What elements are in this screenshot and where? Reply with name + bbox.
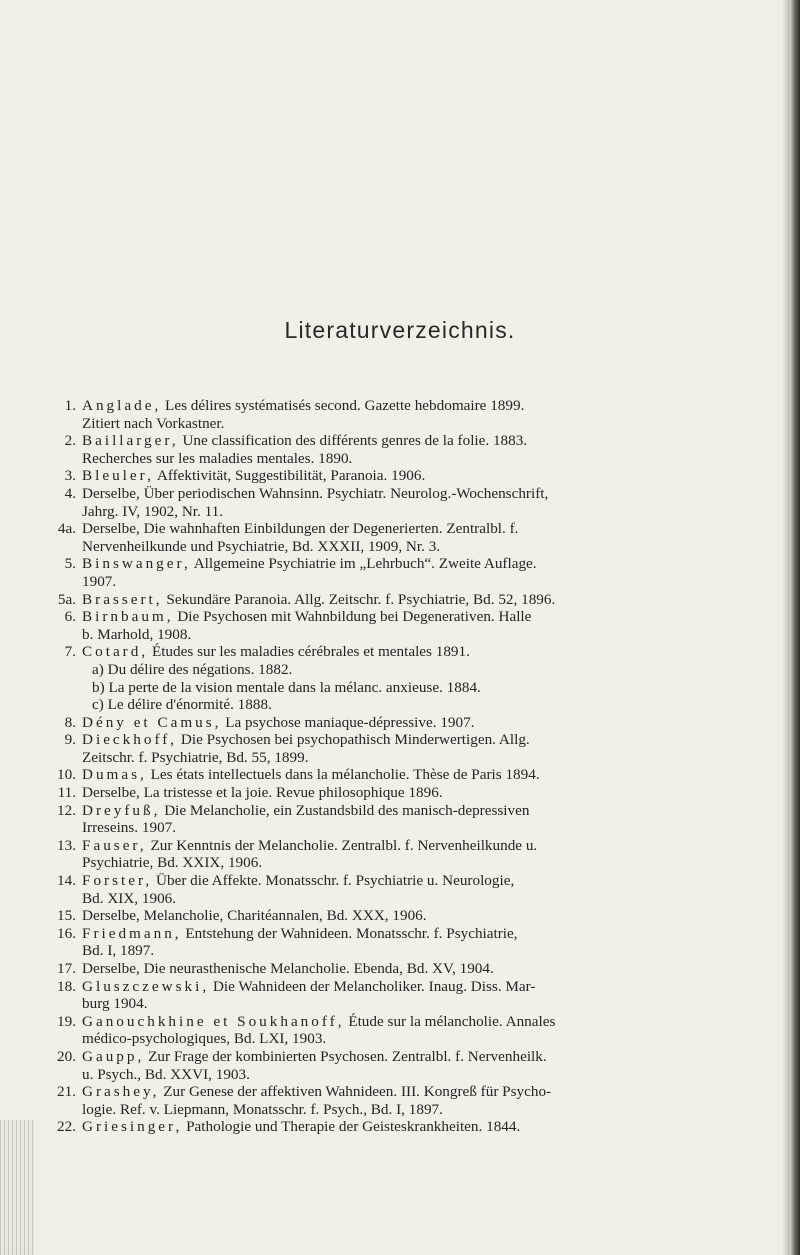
reference-text: Allgemeine Psychiatrie im „Lehrbuch“. Zweite Auflage.: [193, 555, 537, 573]
reference-number: [48, 749, 76, 767]
reference-number: 3.: [64, 467, 76, 485]
reference-line: [82, 397, 800, 415]
reference-author: Birnbaum,: [82, 608, 174, 626]
reference-line: [82, 802, 800, 820]
reference-line: [82, 520, 800, 538]
reference-number: 11.: [57, 784, 76, 802]
reference-text: b. Marhold, 1908.: [82, 625, 192, 643]
reference-line: [82, 1013, 800, 1031]
reference-entry-line: [48, 485, 800, 503]
reference-text: Les délires systématisés second. Gazette hebdomaire 1899.: [165, 397, 525, 414]
reference-line: [82, 995, 800, 1013]
reference-author: Dieckhoff,: [82, 731, 178, 749]
reference-author: Gluszczewski,: [82, 977, 210, 995]
reference-author: Fauser,: [82, 836, 147, 854]
reference-text: Entstehung der Wahnideen. Monatsschr. f. Psychiatrie,: [185, 924, 518, 942]
reference-entry-line: [48, 837, 800, 855]
reference-number: [48, 696, 76, 714]
reference-entry-line: [48, 608, 800, 626]
reference-line: [82, 837, 800, 855]
reference-entry-line: [48, 731, 800, 749]
reference-entry-line: [48, 520, 800, 538]
reference-subitem: c) Le délire d'énormité. 1888.: [92, 696, 272, 714]
reference-line: [82, 925, 800, 943]
reference-number: 5.: [64, 555, 76, 573]
reference-line: [82, 1030, 800, 1048]
reference-line: [82, 749, 800, 767]
reference-line: [82, 854, 800, 872]
reference-text: Jahrg. IV, 1902, Nr. 11.: [82, 502, 224, 520]
reference-line: [82, 643, 800, 661]
reference-number: 10.: [57, 766, 76, 784]
reference-entry-line: [48, 679, 800, 697]
reference-number: 18.: [57, 977, 76, 995]
reference-number: 14.: [57, 872, 76, 890]
reference-line: [82, 450, 800, 468]
reference-entry-line: [48, 925, 800, 943]
reference-text: Pathologie und Therapie der Geisteskrankheiten. 1844.: [186, 1118, 521, 1136]
reference-text: Zitiert nach Vorkastner.: [82, 414, 225, 432]
reference-entry-line: [48, 766, 800, 784]
reference-number: 4.: [64, 484, 76, 502]
reference-text: Zur Kenntnis der Melancholie. Zentralbl. f. Nervenheilkunde u.: [150, 836, 538, 854]
reference-text: Die Melancholie, ein Zustandsbild des manisch-depressiven: [164, 801, 530, 819]
reference-entry-line: [48, 890, 800, 908]
reference-line: [82, 714, 800, 732]
reference-entry-line: [48, 1083, 800, 1101]
reference-text: Étude sur la mélancholie. Annales: [348, 1012, 556, 1030]
reference-text: Derselbe, Die neurasthenische Melancholie. Ebenda, Bd. XV, 1904.: [82, 960, 494, 977]
reference-line: [82, 1048, 800, 1066]
reference-number: [48, 1030, 76, 1048]
reference-entry-line: [48, 854, 800, 872]
reference-entry-line: [48, 696, 800, 714]
reference-number: 20.: [57, 1047, 76, 1065]
reference-line: [82, 467, 800, 485]
reference-line: [82, 1101, 800, 1119]
reference-number: 12.: [57, 801, 76, 819]
reference-line: [82, 696, 800, 714]
reference-entry-line: [48, 1048, 800, 1066]
reference-text: u. Psych., Bd. XXVI, 1903.: [82, 1065, 250, 1083]
reference-text: La psychose maniaque-dépressive. 1907.: [225, 713, 475, 731]
reference-author: Cotard,: [82, 643, 149, 661]
reference-author: Anglade,: [82, 397, 162, 414]
reference-line: [82, 485, 800, 503]
reference-author: Grashey,: [82, 1083, 160, 1101]
reference-line: [82, 978, 800, 996]
reference-entry-line: [48, 538, 800, 556]
reference-line: [82, 819, 800, 837]
reference-author: Dreyfuß,: [82, 801, 161, 819]
reference-text: Derselbe, Die wahnhaften Einbildungen der Degenerierten. Zentralbl. f.: [82, 520, 519, 538]
reference-line: [82, 626, 800, 644]
reference-number: 13.: [57, 836, 76, 854]
reference-number: 21.: [57, 1083, 76, 1101]
reference-text: Zur Genese der affektiven Wahnideen. III. Kongreß für Psycho-: [163, 1083, 552, 1101]
reference-entry-line: [48, 467, 800, 485]
reference-line: [82, 538, 800, 556]
reference-number: [48, 1066, 76, 1084]
reference-line: [82, 890, 800, 908]
reference-text: logie. Ref. v. Liepmann, Monatsschr. f. Psych., Bd. I, 1897.: [82, 1100, 443, 1118]
reference-text: Sekundäre Paranoia. Allg. Zeitschr. f. Psychiatrie, Bd. 52, 1896.: [166, 590, 556, 608]
reference-entry-line: [48, 1101, 800, 1119]
reference-subitem: b) La perte de la vision mentale dans la mélanc. anxieuse. 1884.: [92, 678, 481, 696]
reference-number: [48, 573, 76, 591]
reference-entry-line: [48, 503, 800, 521]
reference-line: [82, 591, 800, 609]
reference-text: Recherches sur les maladies mentales. 1890.: [82, 449, 353, 467]
reference-number: [48, 661, 76, 679]
reference-number: 15.: [57, 907, 76, 925]
reference-line: [82, 872, 800, 890]
reference-text: Les états intellectuels dans la mélancholie. Thèse de Paris 1894.: [150, 766, 540, 784]
reference-line: [82, 731, 800, 749]
reference-number: [48, 995, 76, 1013]
reference-number: [48, 415, 76, 433]
reference-author: Ganouchkhine et Soukhanoff,: [82, 1012, 345, 1030]
reference-list: [48, 397, 800, 1136]
reference-entry-line: [48, 555, 800, 573]
reference-entry-line: [48, 978, 800, 996]
reference-number: [48, 626, 76, 644]
reference-number: 2.: [64, 432, 76, 450]
reference-entry-line: [48, 1013, 800, 1031]
reference-text: Zeitschr. f. Psychiatrie, Bd. 55, 1899.: [82, 748, 309, 766]
reference-author: Brassert,: [82, 590, 163, 608]
reference-entry-line: [48, 872, 800, 890]
reference-line: [82, 784, 800, 802]
reference-number: [48, 942, 76, 960]
reference-text: burg 1904.: [82, 995, 148, 1013]
reference-author: Bleuler,: [82, 467, 154, 485]
reference-author: Baillarger,: [82, 432, 179, 450]
reference-line: [82, 907, 800, 925]
reference-entry-line: [48, 591, 800, 609]
reference-number: 7.: [64, 643, 76, 661]
reference-number: 8.: [64, 713, 76, 731]
reference-entry-line: [48, 626, 800, 644]
reference-number: 16.: [57, 924, 76, 942]
reference-text: médico-psychologiques, Bd. LXI, 1903.: [82, 1030, 327, 1048]
reference-author: Forster,: [82, 872, 153, 890]
reference-line: [82, 503, 800, 521]
reference-number: [48, 1101, 76, 1119]
reference-text: Die Wahnideen der Melancholiker. Inaug. Diss. Mar-: [212, 977, 536, 995]
reference-entry-line: [48, 1118, 800, 1136]
reference-entry-line: [48, 749, 800, 767]
reference-text: Une classification des différents genres de la folie. 1883.: [182, 432, 528, 450]
reference-text: Affektivität, Suggestibilität, Paranoia. 1906.: [156, 467, 426, 485]
reference-number: 1.: [64, 397, 76, 414]
reference-line: [82, 555, 800, 573]
reference-line: [82, 1118, 800, 1136]
reference-number: [48, 854, 76, 872]
reference-entry-line: [48, 415, 800, 433]
reference-entry-line: [48, 714, 800, 732]
reference-entry-line: [48, 995, 800, 1013]
reference-author: Griesinger,: [82, 1118, 183, 1136]
reference-text: Psychiatrie, Bd. XXIX, 1906.: [82, 854, 263, 872]
reference-line: [82, 432, 800, 450]
reference-line: [82, 960, 800, 978]
reference-author: Gaupp,: [82, 1047, 145, 1065]
page-title: Literaturverzeichnis.: [284, 317, 516, 343]
reference-line: [82, 942, 800, 960]
reference-number: 22.: [57, 1118, 76, 1136]
reference-text: Derselbe, Melancholie, Charitéannalen, Bd. XXX, 1906.: [82, 907, 427, 925]
reference-text: Die Psychosen mit Wahnbildung bei Degenerativen. Halle: [177, 608, 532, 626]
reference-entry-line: [48, 643, 800, 661]
reference-text: Irreseins. 1907.: [82, 819, 177, 837]
reference-number: 9.: [64, 731, 76, 749]
reference-line: [82, 1066, 800, 1084]
reference-author: Dény et Camus,: [82, 713, 222, 731]
reference-author: Friedmann,: [82, 924, 182, 942]
reference-number: 6.: [64, 608, 76, 626]
reference-line: [82, 608, 800, 626]
reference-entry-line: [48, 432, 800, 450]
reference-text: Bd. XIX, 1906.: [82, 889, 177, 907]
reference-number: [48, 679, 76, 697]
reference-entry-line: [48, 1066, 800, 1084]
reference-text: Nervenheilkunde und Psychiatrie, Bd. XXXII, 1909, Nr. 3.: [82, 537, 441, 555]
reference-entry-line: [48, 661, 800, 679]
reference-text: Zur Frage der kombinierten Psychosen. Zentralbl. f. Nervenheilk.: [148, 1047, 547, 1065]
binding-gutter: [0, 1120, 34, 1255]
reference-text: Derselbe, Über periodischen Wahnsinn. Psychiatr. Neurolog.-Wochenschrift,: [82, 484, 549, 502]
reference-text: Bd. I, 1897.: [82, 942, 155, 960]
reference-line: [82, 766, 800, 784]
reference-subitem: a) Du délire des négations. 1882.: [92, 660, 293, 678]
reference-entry-line: [48, 802, 800, 820]
reference-number: 19.: [57, 1012, 76, 1030]
reference-text: Derselbe, La tristesse et la joie. Revue philosophique 1896.: [82, 784, 443, 802]
reference-entry-line: [48, 819, 800, 837]
reference-entry-line: [48, 907, 800, 925]
reference-line: [82, 679, 800, 697]
reference-entry-line: [48, 397, 800, 415]
reference-number: [48, 890, 76, 908]
reference-number: 4a.: [57, 520, 76, 538]
reference-entry-line: [48, 784, 800, 802]
reference-line: [82, 415, 800, 433]
reference-entry-line: [48, 960, 800, 978]
reference-line: [82, 573, 800, 591]
reference-number: 5a.: [57, 590, 76, 608]
reference-number: [48, 819, 76, 837]
reference-entry-line: [48, 573, 800, 591]
reference-author: Dumas,: [82, 766, 147, 784]
reference-text: Über die Affekte. Monatsschr. f. Psychiatrie u. Neurologie,: [156, 872, 515, 890]
reference-number: [48, 450, 76, 468]
reference-text: Études sur les maladies cérébrales et mentales 1891.: [151, 643, 470, 661]
reference-text: 1907.: [82, 572, 117, 590]
reference-line: [82, 661, 800, 679]
reference-line: [82, 1083, 800, 1101]
reference-author: Binswanger,: [82, 555, 191, 573]
reference-number: [48, 503, 76, 521]
reference-entry-line: [48, 450, 800, 468]
reference-number: 17.: [57, 960, 76, 977]
reference-entry-line: [48, 942, 800, 960]
reference-text: Die Psychosen bei psychopathisch Minderwertigen. Allg.: [180, 731, 530, 749]
reference-number: [48, 538, 76, 556]
reference-entry-line: [48, 1030, 800, 1048]
